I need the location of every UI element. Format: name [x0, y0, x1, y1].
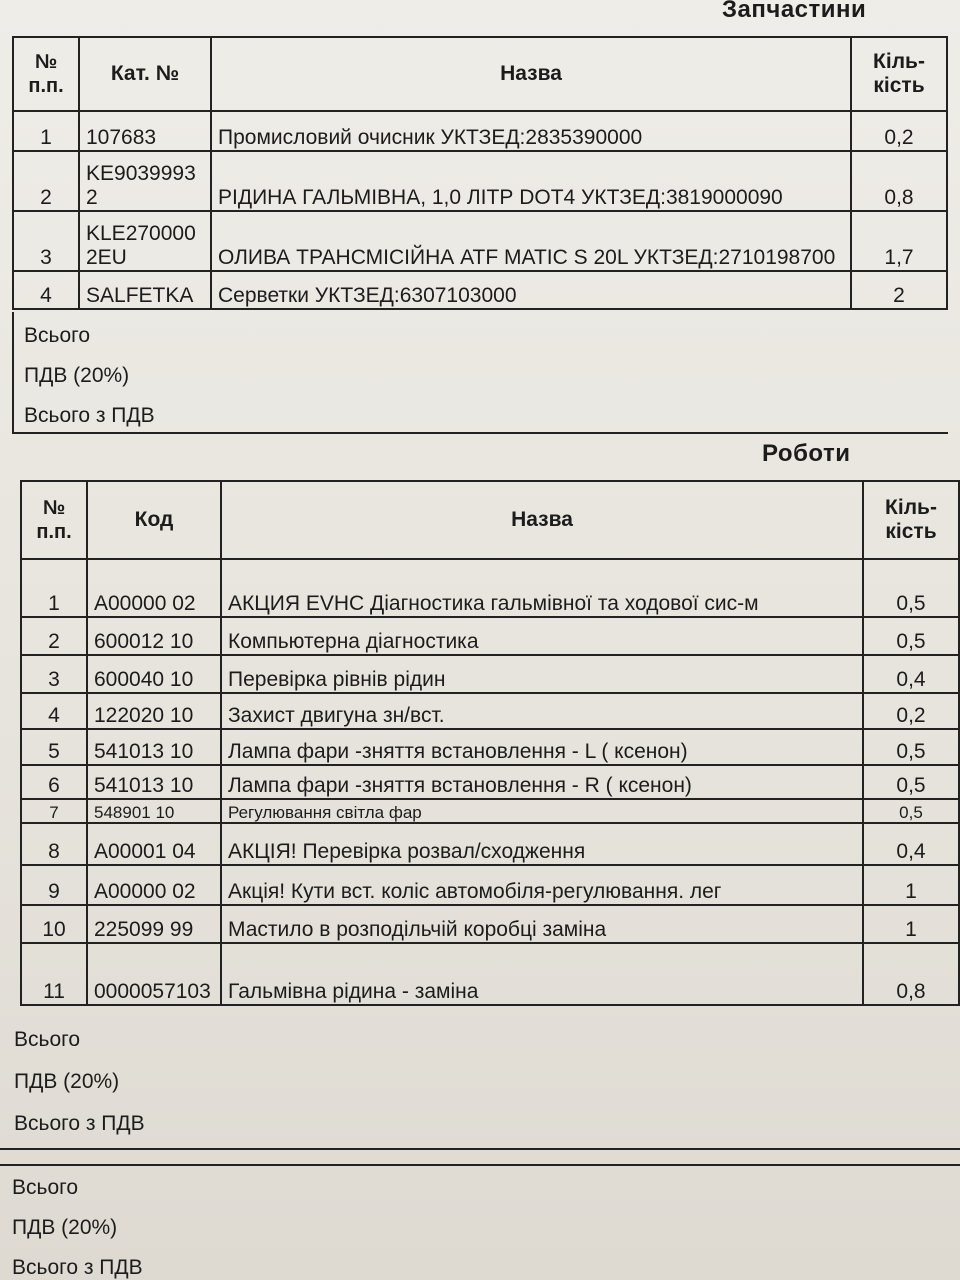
header-qty: Кіль-кість: [863, 481, 959, 559]
row-name: Мастило в розподільчій коробці заміна: [221, 905, 863, 943]
table-row: [21, 655, 959, 693]
row-code: A00000 02: [87, 865, 221, 905]
parts-totals-border: [12, 312, 14, 434]
row-num: 3: [13, 211, 79, 271]
row-qty: 0,5: [863, 729, 959, 765]
row-qty: 0,2: [851, 111, 947, 151]
grand-totals-top-line: [0, 1164, 960, 1166]
row-code: 600012 10: [87, 617, 221, 655]
row-qty: 1,7: [851, 211, 947, 271]
row-code: 548901 10: [87, 799, 221, 823]
row-qty: 2: [851, 271, 947, 309]
parts-table: [12, 36, 948, 310]
header-num: № п.п.: [21, 481, 87, 559]
row-code: KE90399932: [79, 151, 211, 211]
row-num: 9: [21, 865, 87, 905]
row-qty: 1: [863, 905, 959, 943]
row-qty: 0,5: [863, 559, 959, 617]
row-qty: 0,4: [863, 823, 959, 865]
parts-vat-label: ПДВ (20%): [24, 364, 130, 387]
parts-title: Запчастини: [722, 0, 867, 23]
works-vat-label: ПДВ (20%): [14, 1070, 120, 1093]
works-total-vat-label: Всього з ПДВ: [14, 1112, 145, 1135]
row-num: 3: [21, 655, 87, 693]
row-qty: 0,5: [863, 765, 959, 799]
row-name: Захист двигуна зн/вст.: [221, 693, 863, 729]
table-row: [21, 905, 959, 943]
parts-totals-bottom-line: [12, 432, 948, 434]
works-table: [20, 480, 960, 1006]
row-num: 4: [13, 271, 79, 309]
grand-vat-label: ПДВ (20%): [12, 1216, 118, 1239]
parts-header-row: [13, 37, 947, 111]
row-code: 541013 10: [87, 729, 221, 765]
row-num: 10: [21, 905, 87, 943]
row-name: ОЛИВА ТРАНСМІСІЙНА ATF MATIC S 20L УКТЗЕД:2710198700: [211, 211, 851, 271]
row-num: 5: [21, 729, 87, 765]
grand-total-vat-label: Всього з ПДВ: [12, 1256, 143, 1279]
row-name: Акція! Кути вст. коліс автомобіля-регулювання. лег: [221, 865, 863, 905]
row-name: Лампа фари -зняття встановлення - L ( ксенон): [221, 729, 863, 765]
row-num: 11: [21, 943, 87, 1005]
row-code: 225099 99: [87, 905, 221, 943]
header-code: Кат. №: [79, 37, 211, 111]
table-row: [13, 151, 947, 211]
header-qty: Кіль-кість: [851, 37, 947, 111]
row-qty: 0,8: [851, 151, 947, 211]
row-qty: 0,2: [863, 693, 959, 729]
table-row: [21, 617, 959, 655]
row-name: Промисловий очисник УКТЗЕД:2835390000: [211, 111, 851, 151]
row-name: Серветки УКТЗЕД:6307103000: [211, 271, 851, 309]
row-name: АКЦИЯ EVHC Діагностика гальмівної та ходової сис-м: [221, 559, 863, 617]
row-code: A00000 02: [87, 559, 221, 617]
row-code: SALFETKA: [79, 271, 211, 309]
row-num: 1: [13, 111, 79, 151]
works-total-label: Всього: [14, 1028, 81, 1051]
row-name: Перевірка рівнів рідин: [221, 655, 863, 693]
row-name: Компьютерна діагностика: [221, 617, 863, 655]
row-num: 1: [21, 559, 87, 617]
table-row: [21, 693, 959, 729]
row-num: 2: [13, 151, 79, 211]
row-qty: 0,5: [863, 799, 959, 823]
row-qty: 0,4: [863, 655, 959, 693]
row-name: АКЦІЯ! Перевірка розвал/сходження: [221, 823, 863, 865]
row-num: 6: [21, 765, 87, 799]
row-qty: 1: [863, 865, 959, 905]
row-qty: 0,5: [863, 617, 959, 655]
works-header-row: [21, 481, 959, 559]
row-num: 7: [21, 799, 87, 823]
row-code: 122020 10: [87, 693, 221, 729]
row-code: 541013 10: [87, 765, 221, 799]
row-name: Лампа фари -зняття встановлення - R ( ксенон): [221, 765, 863, 799]
table-row: [13, 211, 947, 271]
header-name: Назва: [211, 37, 851, 111]
header-code: Код: [87, 481, 221, 559]
table-row: [21, 729, 959, 765]
row-name: Регулювання світла фар: [221, 799, 863, 823]
row-code: 600040 10: [87, 655, 221, 693]
parts-total-label: Всього: [24, 324, 91, 347]
row-qty: 0,8: [863, 943, 959, 1005]
table-row: [21, 865, 959, 905]
table-row: [21, 823, 959, 865]
header-num: № п.п.: [13, 37, 79, 111]
works-title: Роботи: [762, 440, 851, 467]
row-code: A00001 04: [87, 823, 221, 865]
grand-total-label: Всього: [12, 1176, 79, 1199]
row-code: KLE2700002EU: [79, 211, 211, 271]
header-name: Назва: [221, 481, 863, 559]
table-row: [13, 271, 947, 309]
row-num: 2: [21, 617, 87, 655]
table-row: [21, 799, 959, 823]
row-code: 107683: [79, 111, 211, 151]
row-name: Гальмівна рідина - заміна: [221, 943, 863, 1005]
works-totals-bottom-line: [0, 1148, 960, 1150]
table-row: [13, 111, 947, 151]
row-name: РІДИНА ГАЛЬМІВНА, 1,0 ЛІТР DOT4 УКТЗЕД:3819000090: [211, 151, 851, 211]
table-row: [21, 765, 959, 799]
row-code: 0000057103: [87, 943, 221, 1005]
table-row: [21, 559, 959, 617]
parts-total-vat-label: Всього з ПДВ: [24, 404, 155, 427]
row-num: 4: [21, 693, 87, 729]
table-row: [21, 943, 959, 1005]
row-num: 8: [21, 823, 87, 865]
